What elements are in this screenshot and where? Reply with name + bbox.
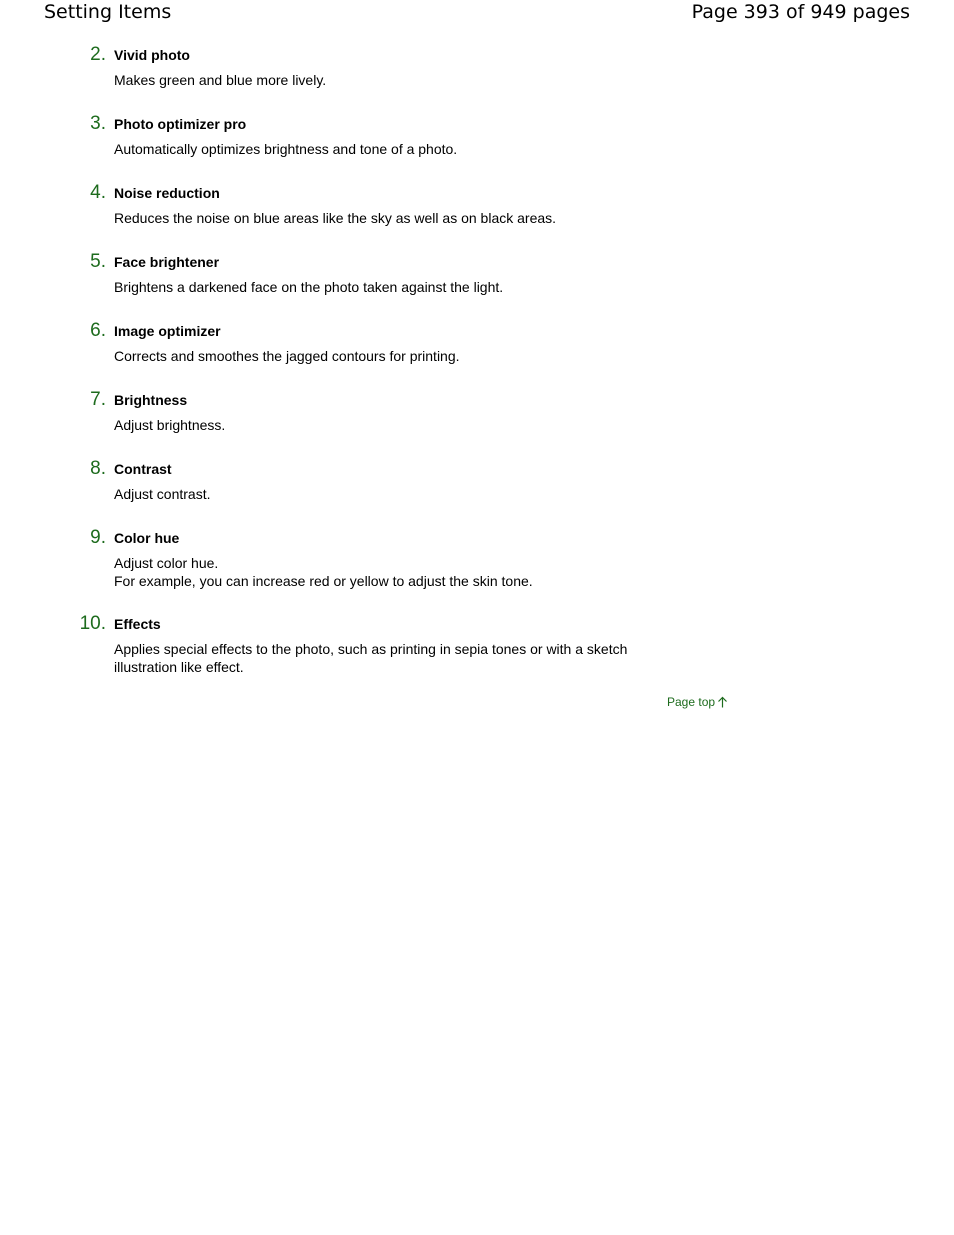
item-title: Image optimizer bbox=[114, 323, 221, 339]
item-description bbox=[114, 486, 644, 504]
arrow-up-icon bbox=[717, 696, 728, 708]
item-number: 9. bbox=[90, 527, 106, 548]
list-item bbox=[0, 44, 954, 113]
item-description bbox=[114, 348, 644, 366]
item-title: Photo optimizer pro bbox=[114, 116, 247, 132]
setting-items-list bbox=[0, 44, 954, 699]
item-description-line: Adjust brightness. bbox=[114, 417, 226, 433]
item-description-line: Automatically optimizes brightness and tone of a photo. bbox=[114, 141, 458, 157]
item-title: Contrast bbox=[114, 461, 172, 477]
item-title: Vivid photo bbox=[114, 47, 190, 63]
list-item bbox=[0, 113, 954, 182]
page-header-title: Setting Items bbox=[44, 1, 172, 23]
item-description-line: Reduces the noise on blue areas like the sky as well as on black areas. bbox=[114, 210, 557, 226]
list-item bbox=[0, 389, 954, 458]
item-title: Color hue bbox=[114, 530, 180, 546]
item-description-line: Adjust color hue. bbox=[114, 555, 219, 571]
list-item bbox=[0, 527, 954, 613]
list-item bbox=[0, 320, 954, 389]
list-item bbox=[0, 182, 954, 251]
list-item bbox=[0, 458, 954, 527]
item-description-line: Adjust contrast. bbox=[114, 486, 211, 502]
item-description-line: Brightens a darkened face on the photo taken against the light. bbox=[114, 279, 504, 295]
item-title: Brightness bbox=[114, 392, 188, 408]
page-top-link[interactable] bbox=[667, 694, 728, 710]
item-description-line: For example, you can increase red or yellow to adjust the skin tone. bbox=[114, 572, 533, 589]
item-description bbox=[114, 641, 644, 676]
item-number: 4. bbox=[90, 182, 106, 203]
item-description bbox=[114, 417, 644, 435]
item-description bbox=[114, 141, 644, 159]
page-counter: Page 393 of 949 pages bbox=[691, 1, 910, 23]
page-top-label: Page top bbox=[667, 695, 716, 709]
item-number: 8. bbox=[90, 458, 106, 479]
list-item bbox=[0, 251, 954, 320]
item-description-line: Applies special effects to the photo, such as printing in sepia tones or with a sketch bbox=[114, 641, 628, 657]
item-number: 10. bbox=[79, 613, 106, 634]
item-number: 6. bbox=[90, 320, 106, 341]
item-description-line: Makes green and blue more lively. bbox=[114, 72, 327, 88]
item-number: 7. bbox=[90, 389, 106, 410]
item-title: Face brightener bbox=[114, 254, 220, 270]
item-number: 5. bbox=[90, 251, 106, 272]
item-number: 3. bbox=[90, 113, 106, 134]
item-number: 2. bbox=[90, 44, 106, 65]
item-description bbox=[114, 72, 644, 90]
item-description bbox=[114, 555, 644, 590]
item-description bbox=[114, 279, 644, 297]
item-description-line: illustration like effect. bbox=[114, 658, 244, 675]
item-description bbox=[114, 210, 644, 228]
item-title: Effects bbox=[114, 616, 161, 632]
item-title: Noise reduction bbox=[114, 185, 220, 201]
item-description-line: Corrects and smoothes the jagged contours for printing. bbox=[114, 348, 460, 364]
list-item bbox=[0, 613, 954, 699]
